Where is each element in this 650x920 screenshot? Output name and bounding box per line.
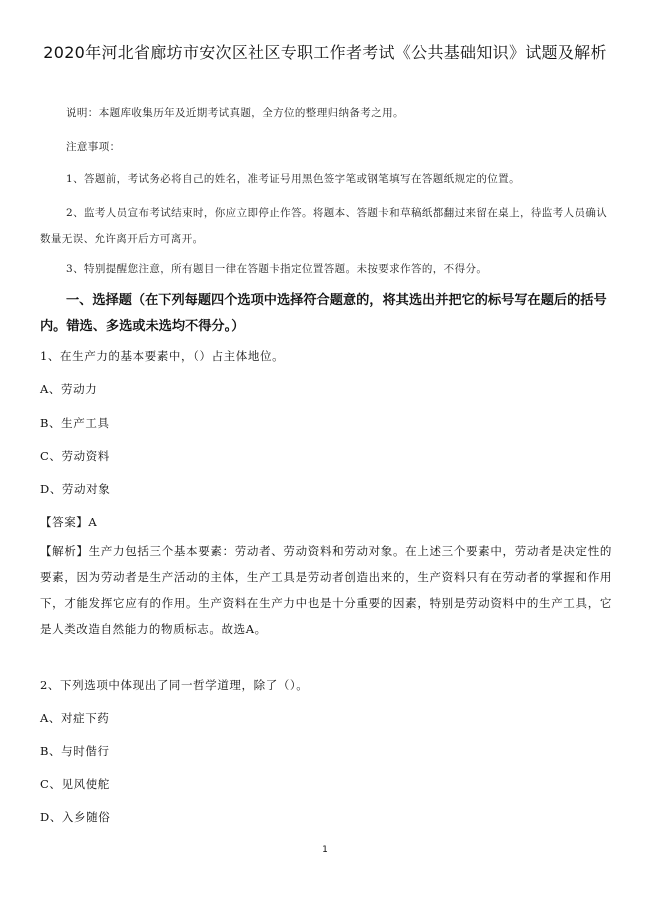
- notice-item: 1、答题前，考试务必将自己的姓名，准考证号用黑色签字笔或钢笔填写在答题纸规定的位置。: [66, 173, 520, 185]
- document-title: 2020年河北省廊坊市安次区社区专职工作者考试《公共基础知识》试题及解析: [43, 43, 607, 62]
- question-option: C、见风使舵: [40, 777, 110, 791]
- notice-item: 3、特别提醒您注意，所有题目一律在答题卡指定位置答题。未按要求作答的，不得分。: [66, 263, 488, 275]
- question-option: B、生产工具: [40, 416, 110, 430]
- intro-note: 说明：本题库收集历年及近期考试真题，全方位的整理归纳备考之用。: [66, 107, 404, 119]
- question-option: B、与时偕行: [40, 744, 110, 758]
- explanation-paragraph: 【解析】生产力包括三个基本要素：劳动者、劳动资料和劳动对象。在上述三个要素中，劳动者是决定性的要素，因为劳动者是生产活动的主体，生产工具是劳动者创造出来的，生产资料只有在劳动者的掌握和作用下，才能发挥它应有的作用。生产资料在生产力中也是十分重要的因素，特别是劳动资料中的生产工具，它是人类改造自然能力的物质标志。故选A。: [40, 544, 612, 636]
- question-option: D、入乡随俗: [40, 810, 111, 824]
- notice-item: 2、监考人员宣布考试结束时，你应立即停止作答。将题本、答题卡和草稿纸都翻过来留在桌上，待监考人员确认数量无误、允许离开后方可离开。: [40, 207, 608, 245]
- question-option: D、劳动对象: [40, 482, 111, 496]
- question-stem: 2、下列选项中体现出了同一哲学道理，除了（）。: [40, 678, 309, 692]
- answer-label: 【答案】A: [40, 515, 98, 529]
- question-stem: 1、在生产力的基本要素中，（）占主体地位。: [40, 349, 285, 363]
- question-option: C、劳动资料: [40, 449, 110, 463]
- question-option: A、对症下药: [40, 711, 110, 725]
- page-number: 1: [322, 845, 328, 855]
- question-option: A、劳动力: [40, 382, 98, 396]
- notice-heading: 注意事项：: [66, 141, 121, 153]
- section-title: 一、选择题（在下列每题四个选项中选择符合题意的，将其选出并把它的标号写在题后的括号内。错选、多选或未选均不得分。）: [40, 293, 607, 334]
